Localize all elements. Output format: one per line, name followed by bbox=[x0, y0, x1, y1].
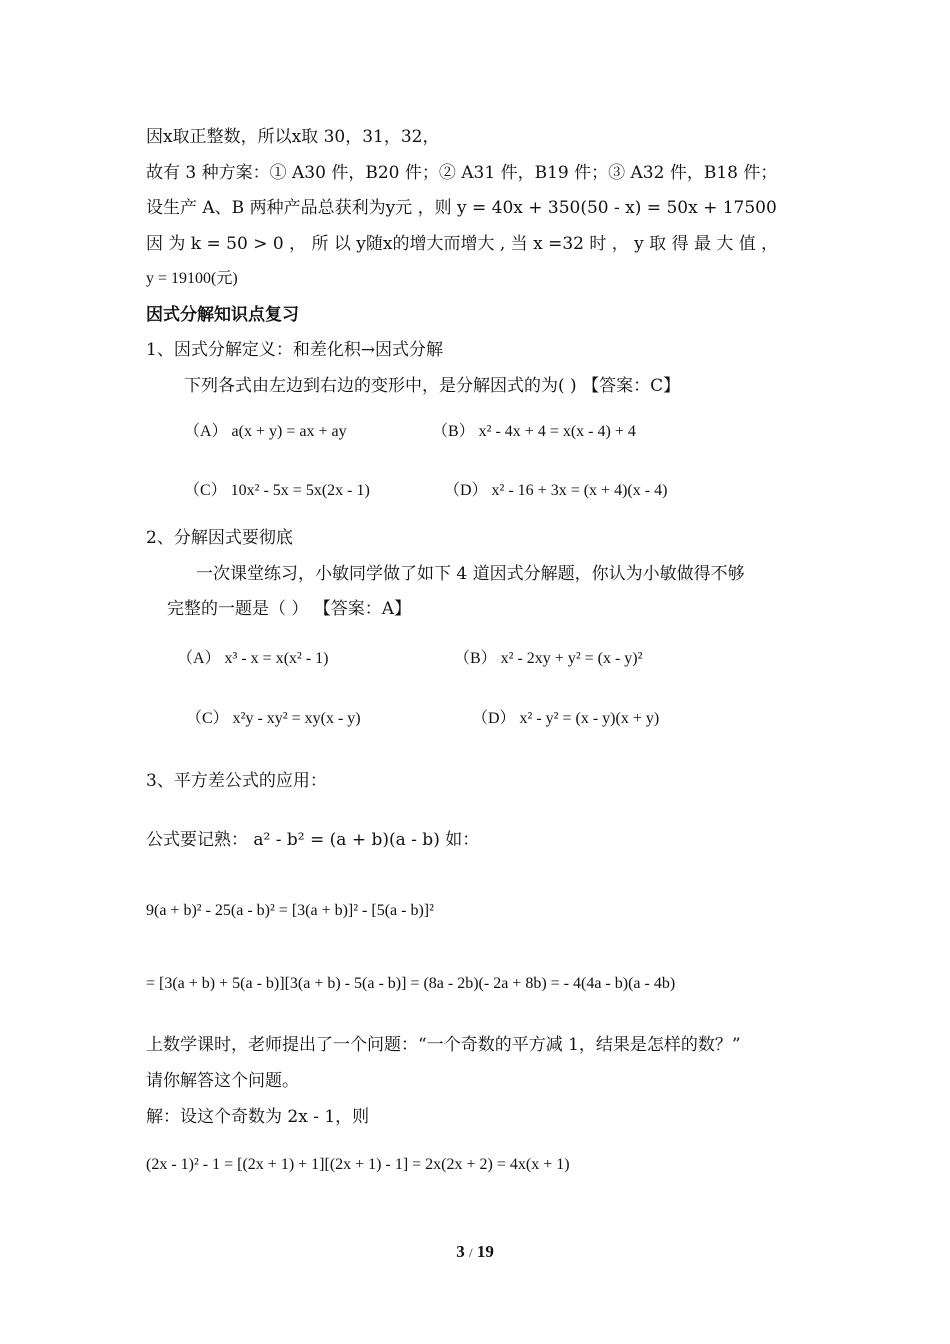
problem-text: 上数学课时，老师提出了一个问题：“一个奇数的平方减 1，结果是怎样的数？” bbox=[146, 1035, 741, 1055]
text-line-5: y = 19100(元) bbox=[146, 270, 238, 287]
question-1-text: 下列各式由左边到右边的变形中，是分解因式的为( ) 【答案：C】 bbox=[184, 376, 681, 396]
q1-option-a: （A） a(x + y) = ax + ay bbox=[184, 423, 347, 440]
q2-option-b: （B） x² - 2xy + y² = (x - y)² bbox=[454, 650, 643, 667]
q2-option-c: （C） x²y - xy² = xy(x - y) bbox=[186, 710, 361, 727]
page-number bbox=[0, 1242, 950, 1262]
subsection-3-title: 3、平方差公式的应用： bbox=[146, 771, 327, 791]
section-heading: 因式分解知识点复习 bbox=[146, 305, 299, 325]
question-2-text: 一次课堂练习，小敏同学做了如下 4 道因式分解题，你认为小敏做得不够 bbox=[196, 564, 745, 584]
current-page: 3 bbox=[456, 1242, 465, 1261]
text-line-1: 因x取正整数，所以x取 30，31，32， bbox=[146, 127, 440, 147]
q1-option-c: （C） 10x² - 5x = 5x(2x - 1) bbox=[184, 482, 370, 499]
example-line-2: = [3(a + b) + 5(a - b)][3(a + b) - 5(a - b)] = (8a - 2b)(- 2a + 8b) = - 4(4a - b)(a - 4b) bbox=[146, 975, 676, 992]
text-line-4: 因 为 k = 50 > 0 ， 所 以 y随x的增大而增大 , 当 x =32 时 ， y 取 得 最 大 值 ， bbox=[146, 234, 779, 254]
page-separator: / bbox=[468, 1245, 473, 1260]
subsection-1-title: 1、因式分解定义：和差化积→因式分解 bbox=[146, 340, 444, 360]
solution-intro: 解：设这个奇数为 2x - 1，则 bbox=[146, 1107, 370, 1127]
text-line-2: 故有 3 种方案：① A30 件，B20 件；② A31 件，B19 件；③ A32 件，B18 件； bbox=[146, 163, 778, 183]
solution-equation: (2x - 1)² - 1 = [(2x + 1) + 1][(2x + 1) - 1] = 2x(2x + 2) = 4x(x + 1) bbox=[146, 1156, 570, 1173]
q2-option-d: （D） x² - y² = (x - y)(x + y) bbox=[472, 710, 660, 727]
total-pages: 19 bbox=[476, 1242, 494, 1261]
q1-option-d: （D） x² - 16 + 3x = (x + 4)(x - 4) bbox=[444, 482, 668, 499]
subsection-2-title: 2、分解因式要彻底 bbox=[146, 528, 293, 548]
problem-text-cont: 请你解答这个问题。 bbox=[146, 1071, 299, 1091]
q1-option-b: （B） x² - 4x + 4 = x(x - 4) + 4 bbox=[432, 423, 636, 440]
question-2-text-cont: 完整的一题是（ ） 【答案：A】 bbox=[167, 599, 412, 619]
text-line-3: 设生产 A、B 两种产品总获利为y元 ，则 y = 40x + 350(50 - x) = 50x + 17500 bbox=[146, 198, 777, 218]
q2-option-a: （A） x³ - x = x(x² - 1) bbox=[177, 650, 329, 667]
formula-line: 公式要记熟： a² - b² = (a + b)(a - b) 如： bbox=[146, 830, 480, 850]
example-line-1: 9(a + b)² - 25(a - b)² = [3(a + b)]² - [5(a - b)]² bbox=[146, 902, 434, 919]
